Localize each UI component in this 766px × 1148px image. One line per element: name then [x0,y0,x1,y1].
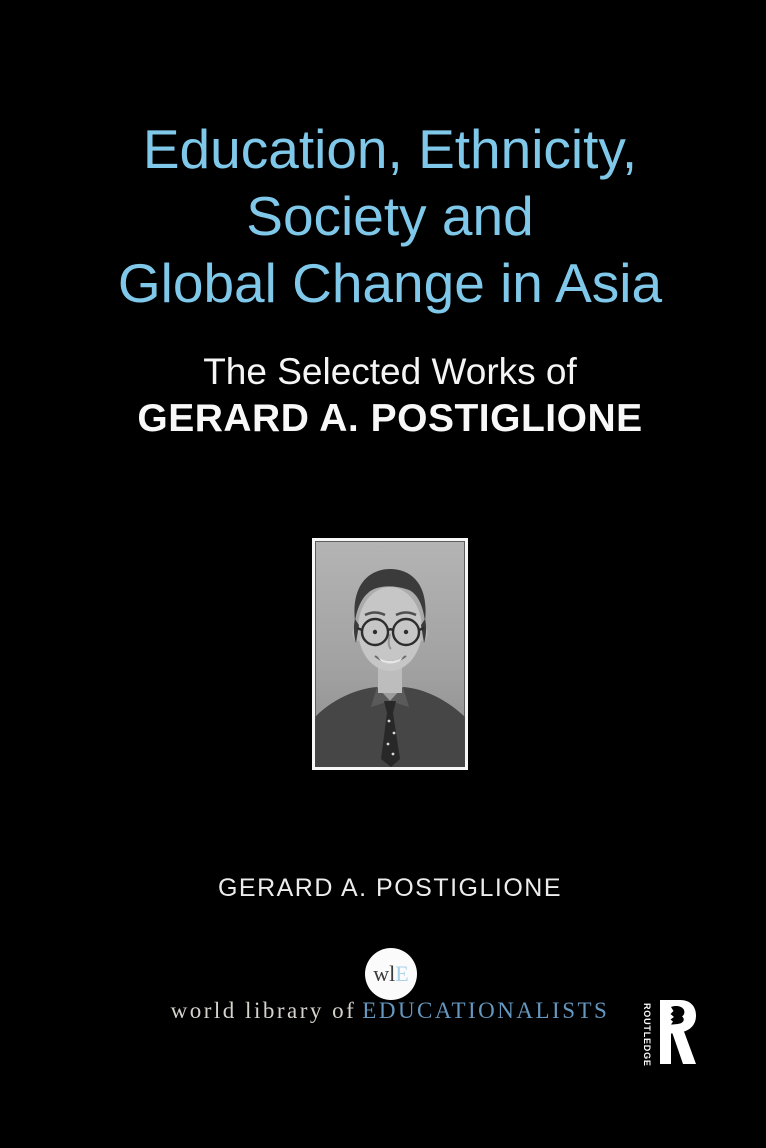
author-name: GERARD A. POSTIGLIONE [217,874,563,902]
series-logo-wl-letters: wl [373,961,396,986]
series-title-accent: EDUCATIONALISTS [362,998,610,1023]
subtitle-prefix: The Selected Works of [203,351,577,392]
title-line-2: Society and [246,185,534,247]
routledge-r-face-icon [654,1000,696,1064]
series-logo-e-letter: E [395,961,409,986]
subtitle-author-name: GERARD A. POSTIGLIONE [137,397,643,440]
author-portrait-photo [312,538,468,770]
book-title [14,116,766,317]
series-title-light: world library of [170,998,357,1023]
title-line-1: Education, Ethnicity, [142,118,638,180]
author-portrait [315,541,465,767]
routledge-vertical-text: ROUTLEDGE [642,1003,652,1067]
series-logo-wle [365,948,417,1000]
title-line-3: Global Change in Asia [117,252,663,314]
publisher-logo-routledge [640,999,698,1069]
